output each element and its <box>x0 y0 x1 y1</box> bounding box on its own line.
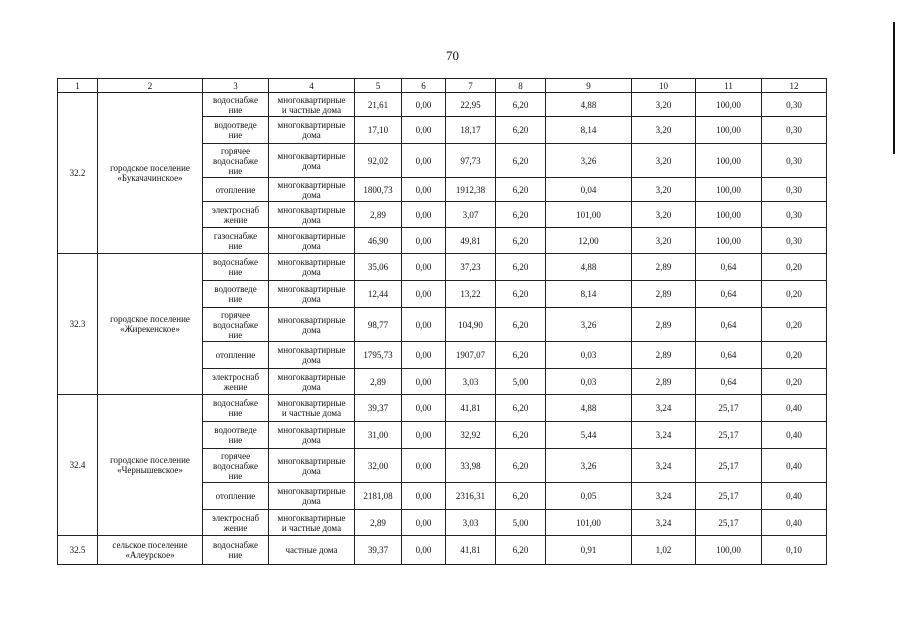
value-cell-col-12: 0,10 <box>762 536 827 565</box>
service-type <box>203 510 269 536</box>
housing-type <box>269 449 355 483</box>
service-type-line: водоснабже <box>213 257 258 267</box>
value-cell-col-12: 0,30 <box>762 117 827 144</box>
header-cell: 5 <box>355 79 402 93</box>
service-type-line: жение <box>223 214 248 225</box>
value-cell-col-7: 32,92 <box>446 422 496 449</box>
value-cell-col-7: 49,81 <box>446 228 496 254</box>
value-cell-col-10: 3,20 <box>632 228 696 254</box>
service-type <box>203 308 269 342</box>
service-type-line: ние <box>228 550 243 560</box>
value-cell-col-11: 100,00 <box>696 228 762 254</box>
value-cell-col-12: 0,20 <box>762 254 827 281</box>
service-type <box>203 144 269 178</box>
table-row <box>58 254 827 281</box>
settlement-name-line: «Алеурское» <box>125 550 175 560</box>
value-cell-col-8: 6,20 <box>496 395 546 422</box>
value-cell-col-6: 0,00 <box>402 369 446 395</box>
value-cell-col-11: 100,00 <box>696 202 762 228</box>
group-number: 32.4 <box>58 395 98 536</box>
housing-type-line: дома <box>302 381 321 392</box>
value-cell-col-7: 3,03 <box>446 369 496 395</box>
housing-type <box>269 281 355 308</box>
settlement-name-line: «Жирекенское» <box>120 324 180 334</box>
header-cell: 10 <box>632 79 696 93</box>
value-cell-col-11: 25,17 <box>696 510 762 536</box>
value-cell-col-11: 0,64 <box>696 369 762 395</box>
service-type <box>203 254 269 281</box>
value-cell-col-7: 3,03 <box>446 510 496 536</box>
value-cell-col-9: 0,05 <box>546 483 632 510</box>
header-cell: 2 <box>98 79 203 93</box>
service-type-line: водоснабже <box>213 398 258 408</box>
value-cell-col-8: 6,20 <box>496 536 546 565</box>
value-cell-col-5: 46,90 <box>355 228 402 254</box>
value-cell-col-10: 3,20 <box>632 117 696 144</box>
value-cell-col-6: 0,00 <box>402 117 446 144</box>
header-cell: 3 <box>203 79 269 93</box>
tariff-table <box>57 78 827 565</box>
value-cell-col-5: 21,61 <box>355 93 402 117</box>
header-cell: 7 <box>446 79 496 93</box>
housing-type <box>269 254 355 281</box>
settlement-name-line: городское поселение <box>110 314 190 324</box>
value-cell-col-10: 3,24 <box>632 395 696 422</box>
value-cell-col-8: 6,20 <box>496 308 546 342</box>
header-cell: 12 <box>762 79 827 93</box>
value-cell-col-7: 22,95 <box>446 93 496 117</box>
value-cell-col-8: 6,20 <box>496 228 546 254</box>
value-cell-col-5: 2,89 <box>355 510 402 536</box>
value-cell-col-11: 100,00 <box>696 178 762 202</box>
value-cell-col-10: 3,20 <box>632 178 696 202</box>
header-cell: 9 <box>546 79 632 93</box>
value-cell-col-12: 0,30 <box>762 228 827 254</box>
value-cell-col-5: 1800,73 <box>355 178 402 202</box>
value-cell-col-7: 1912,38 <box>446 178 496 202</box>
housing-type-line: многоквартирные <box>277 398 346 408</box>
service-type <box>203 228 269 254</box>
value-cell-col-11: 25,17 <box>696 449 762 483</box>
housing-type <box>269 395 355 422</box>
value-cell-col-10: 3,24 <box>632 422 696 449</box>
housing-type-line: многоквартирные <box>277 150 346 161</box>
value-cell-col-12: 0,40 <box>762 422 827 449</box>
value-cell-col-8: 6,20 <box>496 483 546 510</box>
value-cell-col-10: 1,02 <box>632 536 696 565</box>
housing-type <box>269 117 355 144</box>
service-type-line: водоотведе <box>214 120 257 130</box>
housing-type <box>269 422 355 449</box>
housing-type-line: частные дома <box>285 545 338 555</box>
housing-type <box>269 536 355 565</box>
value-cell-col-5: 1795,73 <box>355 342 402 369</box>
housing-type-line: и частные дома <box>281 104 342 115</box>
value-cell-col-11: 0,64 <box>696 281 762 308</box>
value-cell-col-12: 0,40 <box>762 449 827 483</box>
header-cell: 8 <box>496 79 546 93</box>
value-cell-col-8: 6,20 <box>496 449 546 483</box>
value-cell-col-12: 0,20 <box>762 369 827 395</box>
service-type <box>203 422 269 449</box>
value-cell-col-6: 0,00 <box>402 228 446 254</box>
housing-type-line: дома <box>302 130 321 140</box>
value-cell-col-7: 33,98 <box>446 449 496 483</box>
value-cell-col-7: 1907,07 <box>446 342 496 369</box>
value-cell-col-10: 3,20 <box>632 144 696 178</box>
service-type-line: ние <box>228 294 243 304</box>
service-type-line: водоотведе <box>214 284 257 294</box>
housing-type-line: дома <box>302 496 321 506</box>
housing-type-line: многоквартирные <box>277 120 346 130</box>
value-cell-col-9: 8,14 <box>546 117 632 144</box>
housing-type-line: дома <box>302 160 321 171</box>
settlement-name-line: «Букачачинское» <box>117 173 183 183</box>
value-cell-col-10: 3,24 <box>632 510 696 536</box>
service-type-line: горячее <box>220 450 251 461</box>
value-cell-col-6: 0,00 <box>402 510 446 536</box>
housing-type-line: дома <box>302 324 321 335</box>
value-cell-col-9: 5,44 <box>546 422 632 449</box>
value-cell-col-12: 0,20 <box>762 342 827 369</box>
value-cell-col-9: 0,03 <box>546 342 632 369</box>
value-cell-col-12: 0,30 <box>762 178 827 202</box>
value-cell-col-5: 32,00 <box>355 449 402 483</box>
value-cell-col-10: 2,89 <box>632 342 696 369</box>
service-type-line: ние <box>228 240 243 251</box>
value-cell-col-11: 0,64 <box>696 342 762 369</box>
value-cell-col-5: 2,89 <box>355 369 402 395</box>
value-cell-col-10: 3,20 <box>632 202 696 228</box>
header-cell: 1 <box>58 79 98 93</box>
service-type-line: ние <box>228 104 243 115</box>
settlement-name-line: сельское поселение <box>112 540 188 550</box>
service-type-line: ние <box>228 329 243 340</box>
housing-type-line: многоквартирные <box>277 94 346 105</box>
value-cell-col-11: 25,17 <box>696 483 762 510</box>
housing-type <box>269 369 355 395</box>
value-cell-col-9: 101,00 <box>546 202 632 228</box>
value-cell-col-12: 0,40 <box>762 395 827 422</box>
value-cell-col-9: 3,26 <box>546 308 632 342</box>
value-cell-col-11: 0,64 <box>696 308 762 342</box>
housing-type-line: дома <box>302 240 321 251</box>
housing-type-line: многоквартирные <box>277 204 346 215</box>
settlement-name <box>98 395 203 536</box>
value-cell-col-10: 2,89 <box>632 308 696 342</box>
value-cell-col-5: 2,89 <box>355 202 402 228</box>
service-type <box>203 536 269 565</box>
value-cell-col-9: 4,88 <box>546 395 632 422</box>
value-cell-col-9: 4,88 <box>546 254 632 281</box>
housing-type <box>269 93 355 117</box>
value-cell-col-8: 6,20 <box>496 93 546 117</box>
housing-type <box>269 308 355 342</box>
service-type-line: ние <box>228 267 243 277</box>
service-type <box>203 449 269 483</box>
housing-type-line: и частные дома <box>281 522 342 533</box>
housing-type-line: многоквартирные <box>277 425 346 435</box>
value-cell-col-12: 0,30 <box>762 144 827 178</box>
value-cell-col-9: 4,88 <box>546 93 632 117</box>
service-type-line: водоснабже <box>213 540 258 550</box>
value-cell-col-8: 6,20 <box>496 117 546 144</box>
value-cell-col-6: 0,00 <box>402 449 446 483</box>
service-type <box>203 202 269 228</box>
housing-type <box>269 228 355 254</box>
value-cell-col-10: 2,89 <box>632 369 696 395</box>
housing-type-line: дома <box>302 214 321 225</box>
service-type <box>203 395 269 422</box>
housing-type-line: дома <box>302 465 321 476</box>
service-type <box>203 281 269 308</box>
value-cell-col-12: 0,40 <box>762 510 827 536</box>
value-cell-col-6: 0,00 <box>402 254 446 281</box>
service-type-line: отопление <box>215 491 256 501</box>
value-cell-col-6: 0,00 <box>402 93 446 117</box>
settlement-name-line: «Чернышевское» <box>117 465 183 475</box>
service-type-line: отопление <box>215 184 256 195</box>
value-cell-col-12: 0,20 <box>762 281 827 308</box>
value-cell-col-6: 0,00 <box>402 422 446 449</box>
value-cell-col-10: 3,24 <box>632 483 696 510</box>
housing-type-line: многоквартирные <box>277 257 346 267</box>
housing-type <box>269 483 355 510</box>
value-cell-col-11: 25,17 <box>696 422 762 449</box>
housing-type-line: многоквартирные <box>277 179 346 190</box>
header-row <box>58 79 827 93</box>
value-cell-col-11: 100,00 <box>696 93 762 117</box>
value-cell-col-7: 2316,31 <box>446 483 496 510</box>
value-cell-col-9: 0,04 <box>546 178 632 202</box>
value-cell-col-10: 3,20 <box>632 93 696 117</box>
value-cell-col-7: 41,81 <box>446 536 496 565</box>
value-cell-col-8: 6,20 <box>496 144 546 178</box>
group-number: 32.5 <box>58 536 98 565</box>
value-cell-col-9: 8,14 <box>546 281 632 308</box>
housing-type-line: многоквартирные <box>277 512 346 523</box>
service-type-line: электроснаб <box>211 512 260 523</box>
value-cell-col-5: 92,02 <box>355 144 402 178</box>
settlement-name <box>98 254 203 395</box>
service-type-line: ние <box>228 130 243 140</box>
value-cell-col-5: 31,00 <box>355 422 402 449</box>
value-cell-col-12: 0,20 <box>762 308 827 342</box>
service-type <box>203 483 269 510</box>
value-cell-col-10: 3,24 <box>632 449 696 483</box>
housing-type <box>269 202 355 228</box>
housing-type-line: дома <box>302 267 321 277</box>
service-type <box>203 369 269 395</box>
service-type-line: ние <box>228 408 243 418</box>
value-cell-col-8: 6,20 <box>496 281 546 308</box>
value-cell-col-8: 5,00 <box>496 510 546 536</box>
housing-type-line: многоквартирные <box>277 230 346 241</box>
value-cell-col-5: 98,77 <box>355 308 402 342</box>
value-cell-col-8: 6,20 <box>496 202 546 228</box>
value-cell-col-9: 0,91 <box>546 536 632 565</box>
value-cell-col-5: 17,10 <box>355 117 402 144</box>
value-cell-col-5: 39,37 <box>355 536 402 565</box>
value-cell-col-11: 25,17 <box>696 395 762 422</box>
value-cell-col-6: 0,00 <box>402 483 446 510</box>
housing-type-line: многоквартирные <box>277 371 346 382</box>
header-cell: 11 <box>696 79 762 93</box>
housing-type-line: дома <box>302 294 321 304</box>
service-type-line: жение <box>223 381 248 392</box>
value-cell-col-7: 104,90 <box>446 308 496 342</box>
housing-type-line: дома <box>302 189 321 200</box>
value-cell-col-6: 0,00 <box>402 178 446 202</box>
value-cell-col-9: 0,03 <box>546 369 632 395</box>
service-type-line: ние <box>228 435 243 445</box>
value-cell-col-7: 37,23 <box>446 254 496 281</box>
settlement-name-line: городское поселение <box>110 163 190 173</box>
value-cell-col-9: 3,26 <box>546 144 632 178</box>
housing-type-line: и частные дома <box>281 408 342 418</box>
value-cell-col-6: 0,00 <box>402 144 446 178</box>
settlement-name-line: городское поселение <box>110 455 190 465</box>
housing-type-line: многоквартирные <box>277 345 346 355</box>
value-cell-col-5: 35,06 <box>355 254 402 281</box>
page-number: 70 <box>446 48 459 63</box>
value-cell-col-7: 97,73 <box>446 144 496 178</box>
value-cell-col-11: 100,00 <box>696 144 762 178</box>
value-cell-col-10: 2,89 <box>632 254 696 281</box>
service-type-line: жение <box>223 522 248 533</box>
housing-type <box>269 510 355 536</box>
housing-type-line: многоквартирные <box>277 486 346 496</box>
service-type-line: водоснабже <box>213 460 258 471</box>
value-cell-col-11: 100,00 <box>696 117 762 144</box>
table-row <box>58 536 827 565</box>
housing-type <box>269 342 355 369</box>
service-type <box>203 117 269 144</box>
value-cell-col-9: 3,26 <box>546 449 632 483</box>
value-cell-col-9: 101,00 <box>546 510 632 536</box>
housing-type-line: дома <box>302 435 321 445</box>
value-cell-col-10: 2,89 <box>632 281 696 308</box>
service-type-line: водоснабже <box>213 94 258 105</box>
value-cell-col-6: 0,00 <box>402 342 446 369</box>
housing-type-line: дома <box>302 355 321 365</box>
settlement-name <box>98 93 203 254</box>
housing-type <box>269 178 355 202</box>
service-type-line: водоснабже <box>213 319 258 330</box>
value-cell-col-8: 5,00 <box>496 369 546 395</box>
service-type-line: ние <box>228 470 243 481</box>
value-cell-col-5: 12,44 <box>355 281 402 308</box>
value-cell-col-12: 0,30 <box>762 93 827 117</box>
value-cell-col-7: 13,22 <box>446 281 496 308</box>
service-type <box>203 178 269 202</box>
header-cell: 6 <box>402 79 446 93</box>
value-cell-col-11: 0,64 <box>696 254 762 281</box>
value-cell-col-7: 41,81 <box>446 395 496 422</box>
service-type-line: газоснабже <box>213 230 258 241</box>
service-type-line: водоснабже <box>213 155 258 166</box>
service-type-line: горячее <box>220 309 251 320</box>
value-cell-col-8: 6,20 <box>496 422 546 449</box>
value-cell-col-12: 0,40 <box>762 483 827 510</box>
settlement-name <box>98 536 203 565</box>
housing-type-line: многоквартирные <box>277 314 346 325</box>
value-cell-col-7: 18,17 <box>446 117 496 144</box>
value-cell-col-6: 0,00 <box>402 281 446 308</box>
housing-type <box>269 144 355 178</box>
value-cell-col-5: 2181,08 <box>355 483 402 510</box>
value-cell-col-8: 6,20 <box>496 342 546 369</box>
value-cell-col-6: 0,00 <box>402 536 446 565</box>
housing-type-line: многоквартирные <box>277 455 346 466</box>
value-cell-col-9: 12,00 <box>546 228 632 254</box>
value-cell-col-6: 0,00 <box>402 202 446 228</box>
value-cell-col-6: 0,00 <box>402 395 446 422</box>
service-type-line: отопление <box>215 350 256 360</box>
value-cell-col-8: 6,20 <box>496 254 546 281</box>
table-body <box>58 79 827 565</box>
scan-edge-line <box>893 22 895 154</box>
service-type <box>203 93 269 117</box>
service-type-line: водоотведе <box>214 425 257 435</box>
table-row <box>58 93 827 117</box>
group-number: 32.2 <box>58 93 98 254</box>
value-cell-col-5: 39,37 <box>355 395 402 422</box>
housing-type-line: многоквартирные <box>277 284 346 294</box>
header-cell: 4 <box>269 79 355 93</box>
group-number: 32.3 <box>58 254 98 395</box>
value-cell-col-7: 3,07 <box>446 202 496 228</box>
service-type-line: ние <box>228 165 243 176</box>
value-cell-col-12: 0,30 <box>762 202 827 228</box>
value-cell-col-11: 100,00 <box>696 536 762 565</box>
value-cell-col-8: 6,20 <box>496 178 546 202</box>
value-cell-col-6: 0,00 <box>402 308 446 342</box>
table-row <box>58 395 827 422</box>
service-type-line: электроснаб <box>211 204 260 215</box>
service-type-line: электроснаб <box>211 371 260 382</box>
service-type <box>203 342 269 369</box>
service-type-line: горячее <box>220 145 251 156</box>
